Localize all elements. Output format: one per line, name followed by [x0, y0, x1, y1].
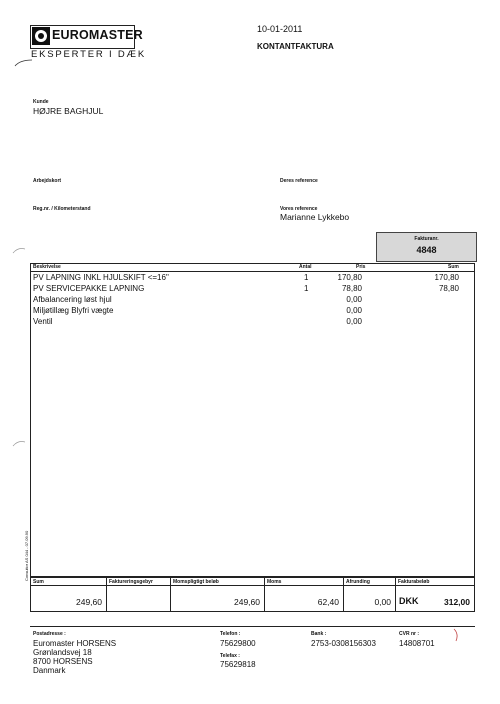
- row-description: Ventil: [33, 317, 53, 326]
- rounding-cell: [344, 578, 396, 611]
- logo-emblem-icon: [32, 27, 50, 45]
- row-price: 0,00: [346, 295, 362, 304]
- totals-bar: [30, 577, 475, 612]
- fax-value: 75629818: [220, 660, 256, 669]
- customer-name: HØJRE BAGHJUL: [33, 106, 104, 116]
- row-description: Afbalancering løst hjul: [33, 295, 112, 304]
- pen-mark-icon: [14, 58, 34, 68]
- table-row: [31, 305, 474, 316]
- rounding-value: 0,00: [374, 597, 391, 607]
- vat-label: Moms: [267, 579, 282, 585]
- table-header: [31, 264, 474, 272]
- row-price: 0,00: [346, 306, 362, 315]
- document-type: KONTANTFAKTURA: [257, 42, 334, 51]
- currency: DKK: [399, 596, 419, 606]
- street: Grønlandsvej 18: [33, 648, 92, 657]
- postal-address: [33, 639, 116, 675]
- header-description: Beskrivelse: [33, 264, 61, 270]
- header-sum: Sum: [448, 264, 459, 270]
- punch-mark-icon: [12, 245, 26, 255]
- table-row: [31, 283, 474, 294]
- cvr-value: 14808701: [399, 639, 435, 648]
- table-row: [31, 272, 474, 283]
- header-quantity: Antal: [299, 264, 312, 270]
- header-price: Pris: [356, 264, 366, 270]
- customer-label: Kunde: [33, 99, 49, 105]
- row-price: 0,00: [346, 317, 362, 326]
- company-name: Euromaster HORSENS: [33, 639, 117, 648]
- logo-text: EUROMASTER: [52, 28, 143, 42]
- logo-tagline: EKSPERTER I DÆK: [31, 49, 146, 60]
- table-row: [31, 294, 474, 305]
- row-description: PV SERVICEPAKKE LAPNING: [33, 284, 145, 293]
- city: 8700 HORSENS: [33, 657, 93, 666]
- sum-cell: [31, 578, 107, 611]
- row-description: Miljøtillæg Blyfri vægte: [33, 306, 114, 315]
- deres-reference-label: Deres reference: [280, 178, 318, 184]
- total-cell: [396, 578, 474, 611]
- invoice-date: 10-01-2011: [257, 24, 303, 34]
- row-quantity: 1: [304, 273, 309, 282]
- row-description: PV LAPNING INKL HJULSKIFT <=16": [33, 273, 169, 282]
- form-code-side-text: Consultor AS 044 - 07.09.90: [24, 530, 29, 581]
- line-items-table: [30, 263, 475, 577]
- taxable-cell: [171, 578, 265, 611]
- sum-label: Sum: [33, 579, 44, 585]
- total-label: Fakturabeløb: [398, 579, 430, 585]
- invoice-number: 4848: [416, 245, 437, 255]
- taxable-label: Momspligtigt beløb: [173, 579, 219, 585]
- row-price: 170,80: [337, 273, 362, 282]
- pen-mark-icon: [452, 628, 462, 642]
- rounding-label: Afrunding: [346, 579, 370, 585]
- invoice-number-box: [376, 232, 477, 262]
- row-sum: 170,80: [434, 273, 459, 282]
- row-sum: 78,80: [438, 284, 459, 293]
- vat-value: 62,40: [317, 597, 339, 607]
- fax-label: Telefax :: [220, 653, 240, 659]
- footer-divider: [30, 626, 475, 627]
- row-quantity: 1: [304, 284, 309, 293]
- phone-label: Telefon :: [220, 631, 241, 637]
- row-price: 78,80: [341, 284, 362, 293]
- table-row: [31, 316, 474, 327]
- phone-value: 75629800: [220, 639, 256, 648]
- fee-cell: [107, 578, 171, 611]
- vores-reference-label: Vores reference: [280, 206, 318, 212]
- cvr-label: CVR nr :: [399, 631, 419, 637]
- vat-cell: [265, 578, 344, 611]
- invoice-number-label: Fakturanr.: [414, 236, 439, 242]
- bank-label: Bank :: [311, 631, 327, 637]
- bank-value: 2753-0308156303: [311, 639, 376, 648]
- sum-value: 249,60: [76, 597, 102, 607]
- fee-label: Faktureringsgebyr: [109, 579, 153, 585]
- arbejdskort-label: Arbejdskort: [33, 178, 62, 184]
- punch-mark-icon: [12, 438, 26, 448]
- country: Danmark: [33, 666, 66, 675]
- regnr-label: Reg.nr. / Kilometerstand: [33, 206, 91, 212]
- taxable-value: 249,60: [234, 597, 260, 607]
- total-value: 312,00: [444, 597, 470, 607]
- vores-reference-value: Marianne Lykkebo: [280, 212, 350, 222]
- postal-label: Postadresse :: [33, 631, 66, 637]
